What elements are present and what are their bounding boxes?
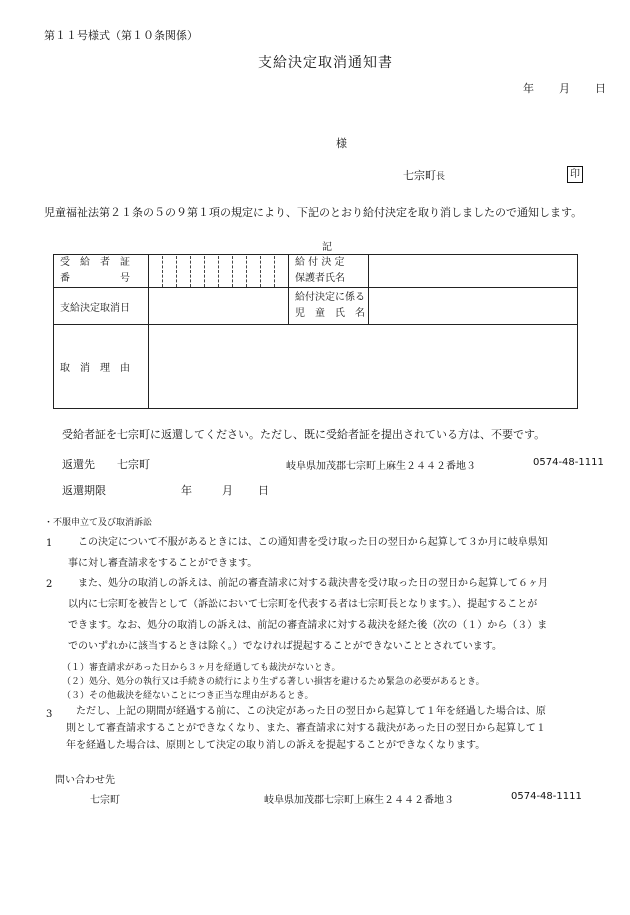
child-name-label: 給付決定に係る 児 童 氏 名: [289, 288, 369, 325]
intro-text: 児童福祉法第２１条の５の９第１項の規定により、下記のとおり給付決定を取り消しましたので通知します。: [44, 206, 583, 219]
cancel-date-field[interactable]: [149, 288, 289, 325]
appeal-item-3: ただし、上記の期間が経過する前に、この決定があった日の翌日から起算して１年を経過した場合は、原 則として審査請求することができなくなり、また、審査請求に対する裁決があった日の翌日から起算して１ 年を経過した場合は、原則として決定の取り消しの訴えを提起することができなくなります。: [66, 706, 546, 751]
return-to-label: 返還先: [62, 458, 95, 471]
return-deadline-year: 年: [181, 484, 192, 497]
appeal-item-2-number: 2: [46, 579, 53, 590]
appeal-item-3-number: 3: [46, 709, 53, 720]
appeal-item-1: この決定について不服があるときには、この通知書を受け取った日の翌日から起算して３か月に岐阜県知 事に対し審査請求をすることができます。: [68, 537, 548, 569]
contact-phone: 0574-48-1111: [511, 791, 582, 802]
child-name-field[interactable]: [369, 288, 578, 325]
issuer-suffix: 長: [436, 172, 446, 182]
issuer-name: 七宗町長: [403, 169, 446, 182]
ki-label: 記: [322, 242, 332, 253]
return-deadline-month: 月: [222, 484, 233, 497]
return-to-phone: 0574-48-1111: [533, 457, 604, 468]
appeal-item-2: また、処分の取消しの訴えは、前記の審査請求に対する裁決書を受け取った日の翌日から起算して６ヶ月 以内に七宗町を被告として（訴訟において七宗町を代表する者は七宗町長となります。）、提起することが できます。なお、処分の取消しの訴えは、前記の審査請求に対する裁決を経た後（次の（１）から（３）ま でのいずれかに該当するときは除く。）でなければ提起することができないこととされています。: [68, 578, 548, 652]
contact-address: 岐阜県加茂郡七宗町上麻生２４４２番地３: [264, 795, 454, 806]
honorific-sama: 様: [336, 137, 347, 150]
info-table: [53, 254, 578, 409]
guardian-name-label: 給 付 決 定 保護者氏名: [289, 255, 369, 288]
contact-label: 問い合わせ先: [55, 775, 115, 786]
return-deadline-label: 返還期限: [62, 484, 106, 497]
appeal-item-1-number: 1: [46, 538, 53, 549]
appeal-sub-3: （３）その他裁決を経ないことにつき正当な理由があるとき。: [62, 691, 314, 701]
appeal-sub-2: （２）処分、処分の執行又は手続きの続行により生ずる著しい損害を避けるため緊急の必要があるとき。: [62, 677, 485, 687]
reason-field[interactable]: [149, 325, 578, 409]
contact-name: 七宗町: [90, 795, 120, 806]
cert-number-boxes: [149, 256, 288, 287]
return-notice: 受給者証を七宗町に返還してください。ただし、既に受給者証を提出されている方は、不要です。: [62, 428, 546, 441]
date-year: 年: [523, 82, 534, 95]
return-to-address: 岐阜県加茂郡七宗町上麻生２４４２番地３: [286, 461, 476, 472]
appeal-sub-1: （１）審査請求があった日から３ヶ月を経過しても裁決がないとき。: [62, 663, 341, 673]
cert-number-label: 受 給 者 証 番 号: [54, 255, 149, 288]
page-title: 支給決定取消通知書: [258, 55, 393, 71]
cancel-date-label: 支給決定取消日: [54, 288, 149, 325]
appeal-heading: ・不服申立て及び取消訴訟: [44, 518, 153, 528]
date-month: 月: [559, 82, 570, 95]
cert-number-field[interactable]: [149, 255, 289, 288]
seal-mark: 印: [567, 166, 583, 183]
form-number: 第１１号様式（第１０条関係）: [44, 29, 198, 42]
guardian-name-field[interactable]: [369, 255, 578, 288]
date-day: 日: [595, 82, 606, 95]
return-deadline-day: 日: [258, 484, 269, 497]
return-to-name: 七宗町: [117, 458, 150, 471]
reason-label: 取 消 理 由: [54, 325, 149, 409]
